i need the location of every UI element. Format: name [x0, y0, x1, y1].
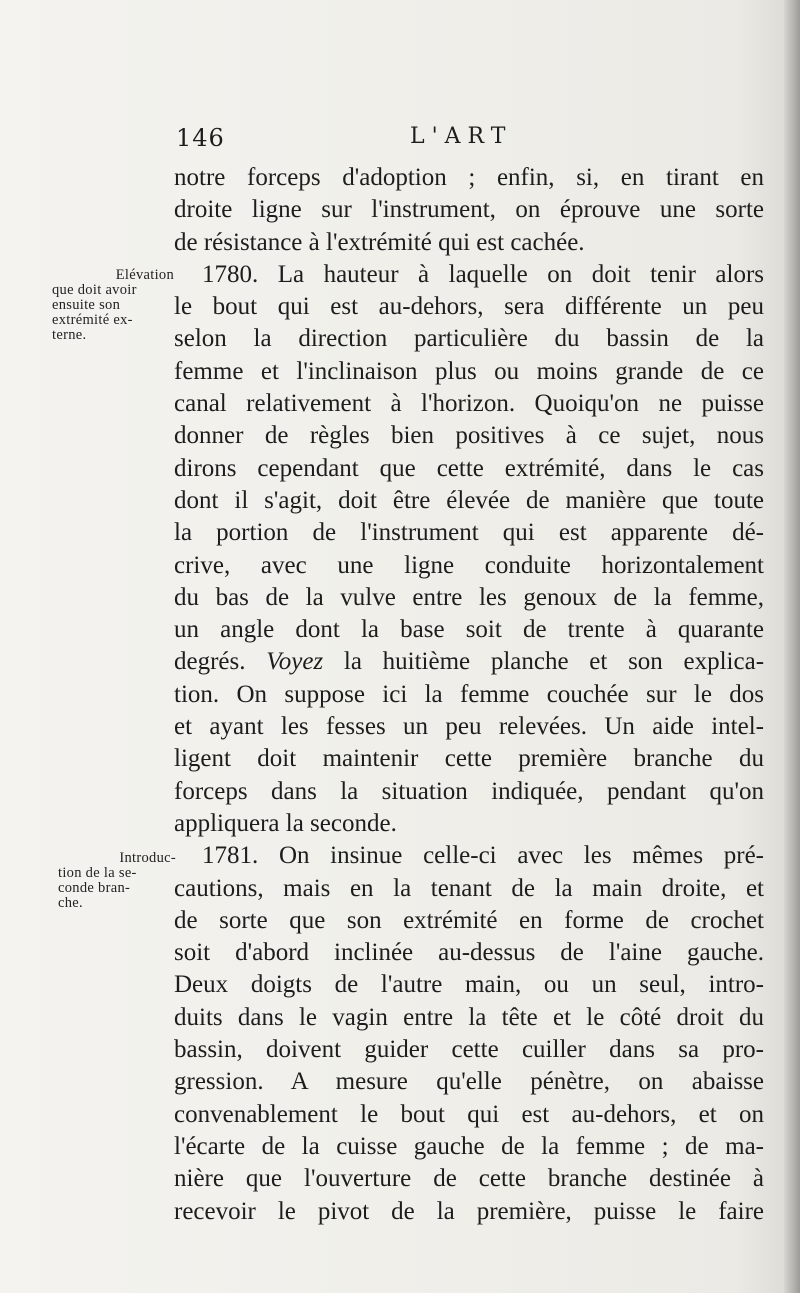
- text-line: le bout qui est au-dehors, sera différente un peu: [174, 293, 764, 321]
- margin-note-elevation: [52, 268, 174, 343]
- text-line: de sorte que son extrémité en forme de crochet: [174, 906, 764, 934]
- text-line: recevoir le pivot de la première, puisse le faire: [174, 1197, 764, 1225]
- page-number: 146: [176, 124, 225, 152]
- paragraph-1781-start: 1781. On insinue celle-ci avec les mêmes pré-: [202, 842, 764, 870]
- text-line: et ayant les fesses un peu relevées. Un aide intel-: [174, 713, 764, 741]
- text-line: dirons cependant que cette extrémité, dans le cas: [174, 454, 764, 482]
- margin-note-line: conde bran-: [58, 880, 131, 896]
- paragraph-1780-start: 1780. La hauteur à laquelle on doit tenir alors: [202, 260, 764, 288]
- text-line: notre forceps d'adoption ; enfin, si, en tirant en: [174, 164, 764, 191]
- margin-note-line: que doit avoir: [52, 282, 137, 298]
- text-line-voyez: [174, 646, 764, 678]
- margin-note-introduction: [58, 851, 176, 911]
- text-line: l'écarte de la cuisse gauche de la femme ; de ma-: [174, 1132, 764, 1160]
- text-line: du bas de la vulve entre les genoux de la femme,: [174, 583, 764, 611]
- text-line: crive, avec une ligne conduite horizontalement: [174, 551, 764, 579]
- text-line: cautions, mais en la tenant de la main droite, et: [174, 874, 764, 902]
- text-line: canal relativement à l'horizon. Quoiqu'on ne puisse: [174, 390, 764, 418]
- text-line: forceps dans la situation indiquée, pendant qu'on: [174, 777, 764, 805]
- text-segment: la huitième planche et son explica-: [343, 648, 764, 676]
- text-line: selon la direction particulière du bassin de la: [174, 325, 764, 353]
- text-line: la portion de l'instrument qui est apparente dé-: [174, 519, 764, 547]
- text-line: droite ligne sur l'instrument, on éprouve une sorte: [174, 196, 764, 224]
- margin-note-line: tion de la se-: [58, 865, 137, 881]
- margin-note-line: Introduc-: [119, 850, 176, 866]
- margin-note-line: extrémité ex-: [52, 312, 133, 328]
- text-line: donner de règles bien positives à ce sujet, nous: [174, 422, 764, 450]
- text-line: duits dans le vagin entre la tête et le côté droit du: [174, 1003, 764, 1031]
- text-line: soit d'abord inclinée au-dessus de l'aine gauche.: [174, 939, 764, 967]
- page-header: [176, 124, 766, 160]
- text-line: nière que l'ouverture de cette branche destinée à: [174, 1165, 764, 1193]
- text-line: appliquera la seconde.: [174, 809, 397, 837]
- running-title: L'ART: [410, 124, 513, 149]
- text-line: dont il s'agit, doit être élevée de manière que toute: [174, 486, 764, 514]
- text-line: femme et l'inclinaison plus ou moins grande de ce: [174, 357, 764, 385]
- text-line: ligent doit maintenir cette première branche du: [174, 745, 764, 773]
- margin-note-line: che.: [58, 895, 83, 911]
- text-line: bassin, doivent guider cette cuiller dans sa pro-: [174, 1036, 764, 1064]
- text-line: de résistance à l'extrémité qui est cachée.: [174, 228, 585, 256]
- margin-note-line: terne.: [52, 327, 87, 343]
- text-line: un angle dont la base soit de trente à quarante: [174, 616, 764, 644]
- body-text: [174, 162, 764, 1228]
- text-line: Deux doigts de l'autre main, ou un seul, intro-: [174, 971, 764, 999]
- text-segment: degrés.: [174, 648, 246, 676]
- text-line: gression. A mesure qu'elle pénètre, on abaisse: [174, 1068, 764, 1096]
- italic-reference: Voyez: [266, 648, 324, 676]
- margin-note-line: Elévation: [115, 267, 174, 283]
- page-edge-shadow: [784, 0, 800, 1293]
- text-line: tion. On suppose ici la femme couchée sur le dos: [174, 680, 764, 708]
- text-line: convenablement le bout qui est au-dehors, et on: [174, 1100, 764, 1128]
- margin-note-line: ensuite son: [52, 297, 121, 313]
